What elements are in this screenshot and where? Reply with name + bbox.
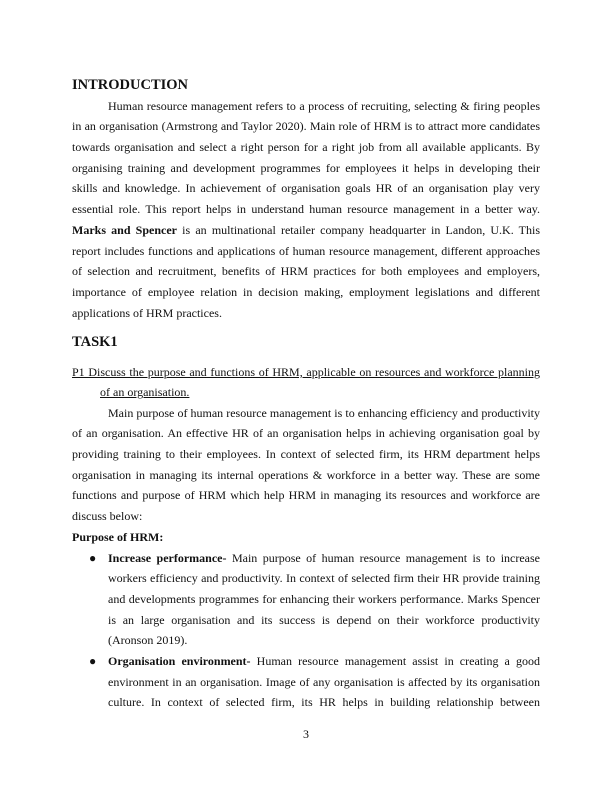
text-line (108, 548, 540, 569)
text-line: skills and knowledge. In achievement of organisation goals HR of an organisation play very (72, 181, 540, 196)
text-line: applications of HRM practices. (72, 305, 222, 320)
text-line (108, 651, 540, 672)
text-line: Main purpose of human resource management is to enhancing efficiency and productivity (108, 405, 540, 420)
text-line: Human resource management refers to a process of recruiting, selecting & firing peoples (108, 98, 540, 113)
text-line: organising training and development programmes for employees it helps in developing their (72, 160, 540, 175)
purpose-heading: Purpose of HRM: (72, 529, 164, 544)
introduction-paragraph (72, 96, 540, 324)
task1-heading: TASK1 (72, 334, 118, 350)
text-line: importance of employee relation in decision making, employment legislations and different (72, 284, 540, 299)
text-line: of an organisation. (100, 385, 190, 400)
text-line: in an organisation (Armstrong and Taylor 2020). Main role of HRM is to attract more candidates (72, 119, 540, 134)
introduction-heading: INTRODUCTION (72, 77, 189, 93)
text-line: workers efficiency and productivity. In context of selected firm their HR provide training (108, 571, 540, 586)
page-number: 3 (303, 727, 309, 741)
text-line (72, 220, 540, 241)
text-line: P1 Discuss the purpose and functions of HRM, applicable on resources and workforce planning (72, 364, 540, 379)
bullet-icon: ● (89, 550, 97, 565)
line-text: is an multinational retailer company headquarter in Landon, U.K. This (177, 222, 540, 237)
bullet-organisation-environment (89, 651, 540, 713)
text-line: environment in an organisation. Image of any organisation is affected by its organisation (108, 674, 540, 689)
text-line: towards organisation and select a right person for a right job from all available applicants. By (72, 140, 540, 155)
text-line: essential role. This report helps in understand human resource management in a better way. (72, 202, 540, 217)
text-line: organisation in managing its internal operations & workforce in a better way. These are some (72, 467, 540, 482)
task1-paragraph (72, 403, 540, 527)
bold-term: Organisation environment- (108, 654, 251, 668)
text-line: is an large organisation and its success is depend on their workforce productivity (108, 612, 540, 627)
p1-question (72, 362, 540, 403)
text-line: culture. In context of selected firm, its HR helps in building relationship between (108, 695, 540, 710)
text-line: (Aronson 2019). (108, 633, 188, 648)
bullet-increase-performance (89, 548, 540, 651)
text-line: discuss below: (72, 509, 143, 524)
text-line: of an organisation. An effective HR of an organisation helps in achieving organisation goal by (72, 426, 540, 441)
text-line: providing training to their employees. In context of selected firm, its HRM department helps (72, 446, 540, 461)
text-line: report includes functions and applications of human resource management, different approaches (72, 243, 540, 258)
line-text: Main purpose of human resource management is to increase (226, 550, 540, 565)
text-line: of selection and recruitment, benefits of HRM practices for both employees and employers, (72, 264, 540, 279)
text-line: functions and purpose of HRM which help HRM in managing its resources and workforce are (72, 488, 540, 503)
text-line: and developments programmes for enhancing their workers performance. Marks Spencer (108, 591, 540, 606)
line-text: Human resource management assist in creating a good (250, 654, 540, 668)
bullet-icon: ● (89, 654, 97, 668)
bold-term: Marks and Spencer (72, 222, 177, 237)
bold-term: Increase performance- (108, 550, 227, 565)
